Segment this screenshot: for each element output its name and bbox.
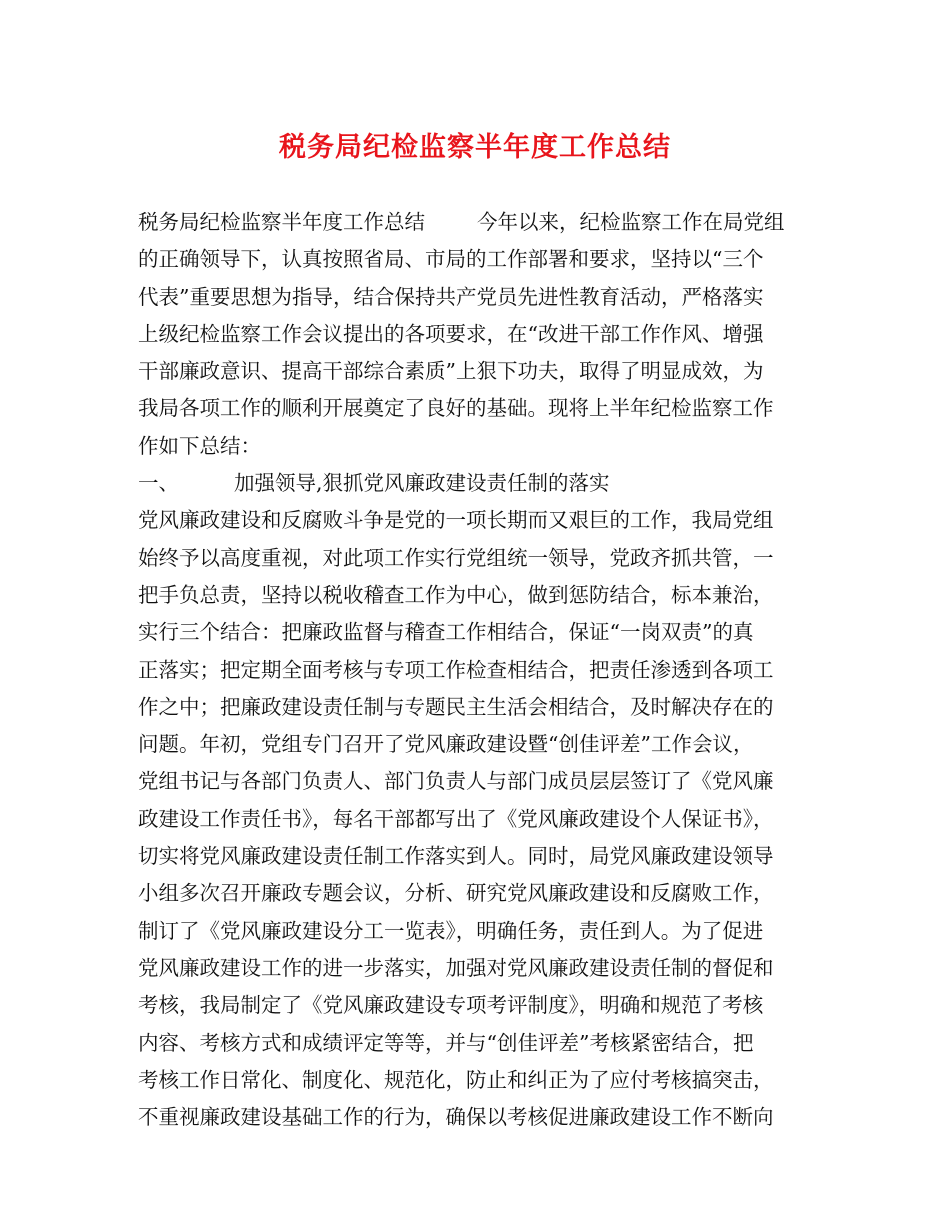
paragraph-line: 小组多次召开廉政专题会议，分析、研究党风廉政建设和反腐败工作，: [138, 881, 774, 906]
section-title: 加强领导,狠抓党风廉政建设责任制的落实: [234, 471, 610, 496]
paragraph-line: 把手负总责，坚持以税收稽查工作为中心，做到惩防结合，标本兼治，: [138, 582, 774, 607]
paragraph-line: 问题。年初，党组专门召开了党风廉政建设暨“创佳评差”工作会议，: [138, 732, 754, 757]
paragraph-line: 的正确领导下，认真按照省局、市局的工作部署和要求，坚持以“三个: [138, 247, 764, 272]
document-title: 税务局纪检监察半年度工作总结: [279, 132, 671, 163]
paragraph-line: 干部廉政意识、提高干部综合素质”上狠下功夫，取得了明显成效，为: [138, 359, 764, 384]
paragraph-line: 不重视廉政建设基础工作的行为，确保以考核促进廉政建设工作不断向: [138, 1105, 774, 1130]
paragraph-line: 代表”重要思想为指导，结合保持共产党员先进性教育活动，严格落实: [138, 284, 764, 309]
paragraph-line: [138, 204, 828, 241]
paragraph-line: 考核工作日常化、制度化、规范化，防止和纠正为了应付考核搞突击，: [138, 1067, 774, 1092]
section-number: 一、: [138, 471, 179, 496]
intro-text: 今年以来，纪检监察工作在局党组: [477, 210, 785, 234]
paragraph-line: 正落实；把定期全面考核与专项工作检查相结合，把责任渗透到各项工: [138, 657, 774, 682]
paragraph-line: 党风廉政建设和反腐败斗争是党的一项长期而又艰巨的工作，我局党组: [138, 508, 774, 533]
paragraph-line: 内容、考核方式和成绩评定等等，并与“创佳评差”考核紧密结合，把: [138, 1030, 754, 1055]
paragraph-line: 始终予以高度重视，对此项工作实行党组统一领导，党政齐抓共管，一: [138, 545, 774, 570]
section-heading: [138, 465, 828, 502]
paragraph-line: 作之中；把廉政建设责任制与专题民主生活会相结合，及时解决存在的: [138, 694, 774, 719]
paragraph-line: 党组书记与各部门负责人、部门负责人与部门成员层层签订了《党风廉: [138, 769, 774, 794]
paragraph-line: 党风廉政建设工作的进一步落实，加强对党风廉政建设责任制的督促和: [138, 955, 774, 980]
intro-heading: 税务局纪检监察半年度工作总结: [138, 210, 425, 234]
paragraph-line: 切实将党风廉政建设责任制工作落实到人。同时，局党风廉政建设领导: [138, 844, 774, 869]
paragraph-line: 制订了《党风廉政建设分工一览表》，明确任务，责任到人。为了促进: [138, 918, 764, 943]
paragraph-line: 考核，我局制定了《党风廉政建设专项考评制度》，明确和规范了考核: [138, 993, 764, 1018]
paragraph-line: 作如下总结：: [138, 433, 261, 458]
paragraph-line: 政建设工作责任书》，每名干部都写出了《党风廉政建设个人保证书》，: [138, 806, 774, 831]
paragraph-line: 实行三个结合：把廉政监督与稽查工作相结合，保证“一岗双责”的真: [138, 620, 754, 645]
document-body: [138, 204, 828, 1136]
paragraph-line: 上级纪检监察工作会议提出的各项要求，在“改进干部工作作风、增强: [138, 321, 764, 346]
paragraph-line: 我局各项工作的顺利开展奠定了良好的基础。现将上半年纪检监察工作: [138, 396, 774, 421]
